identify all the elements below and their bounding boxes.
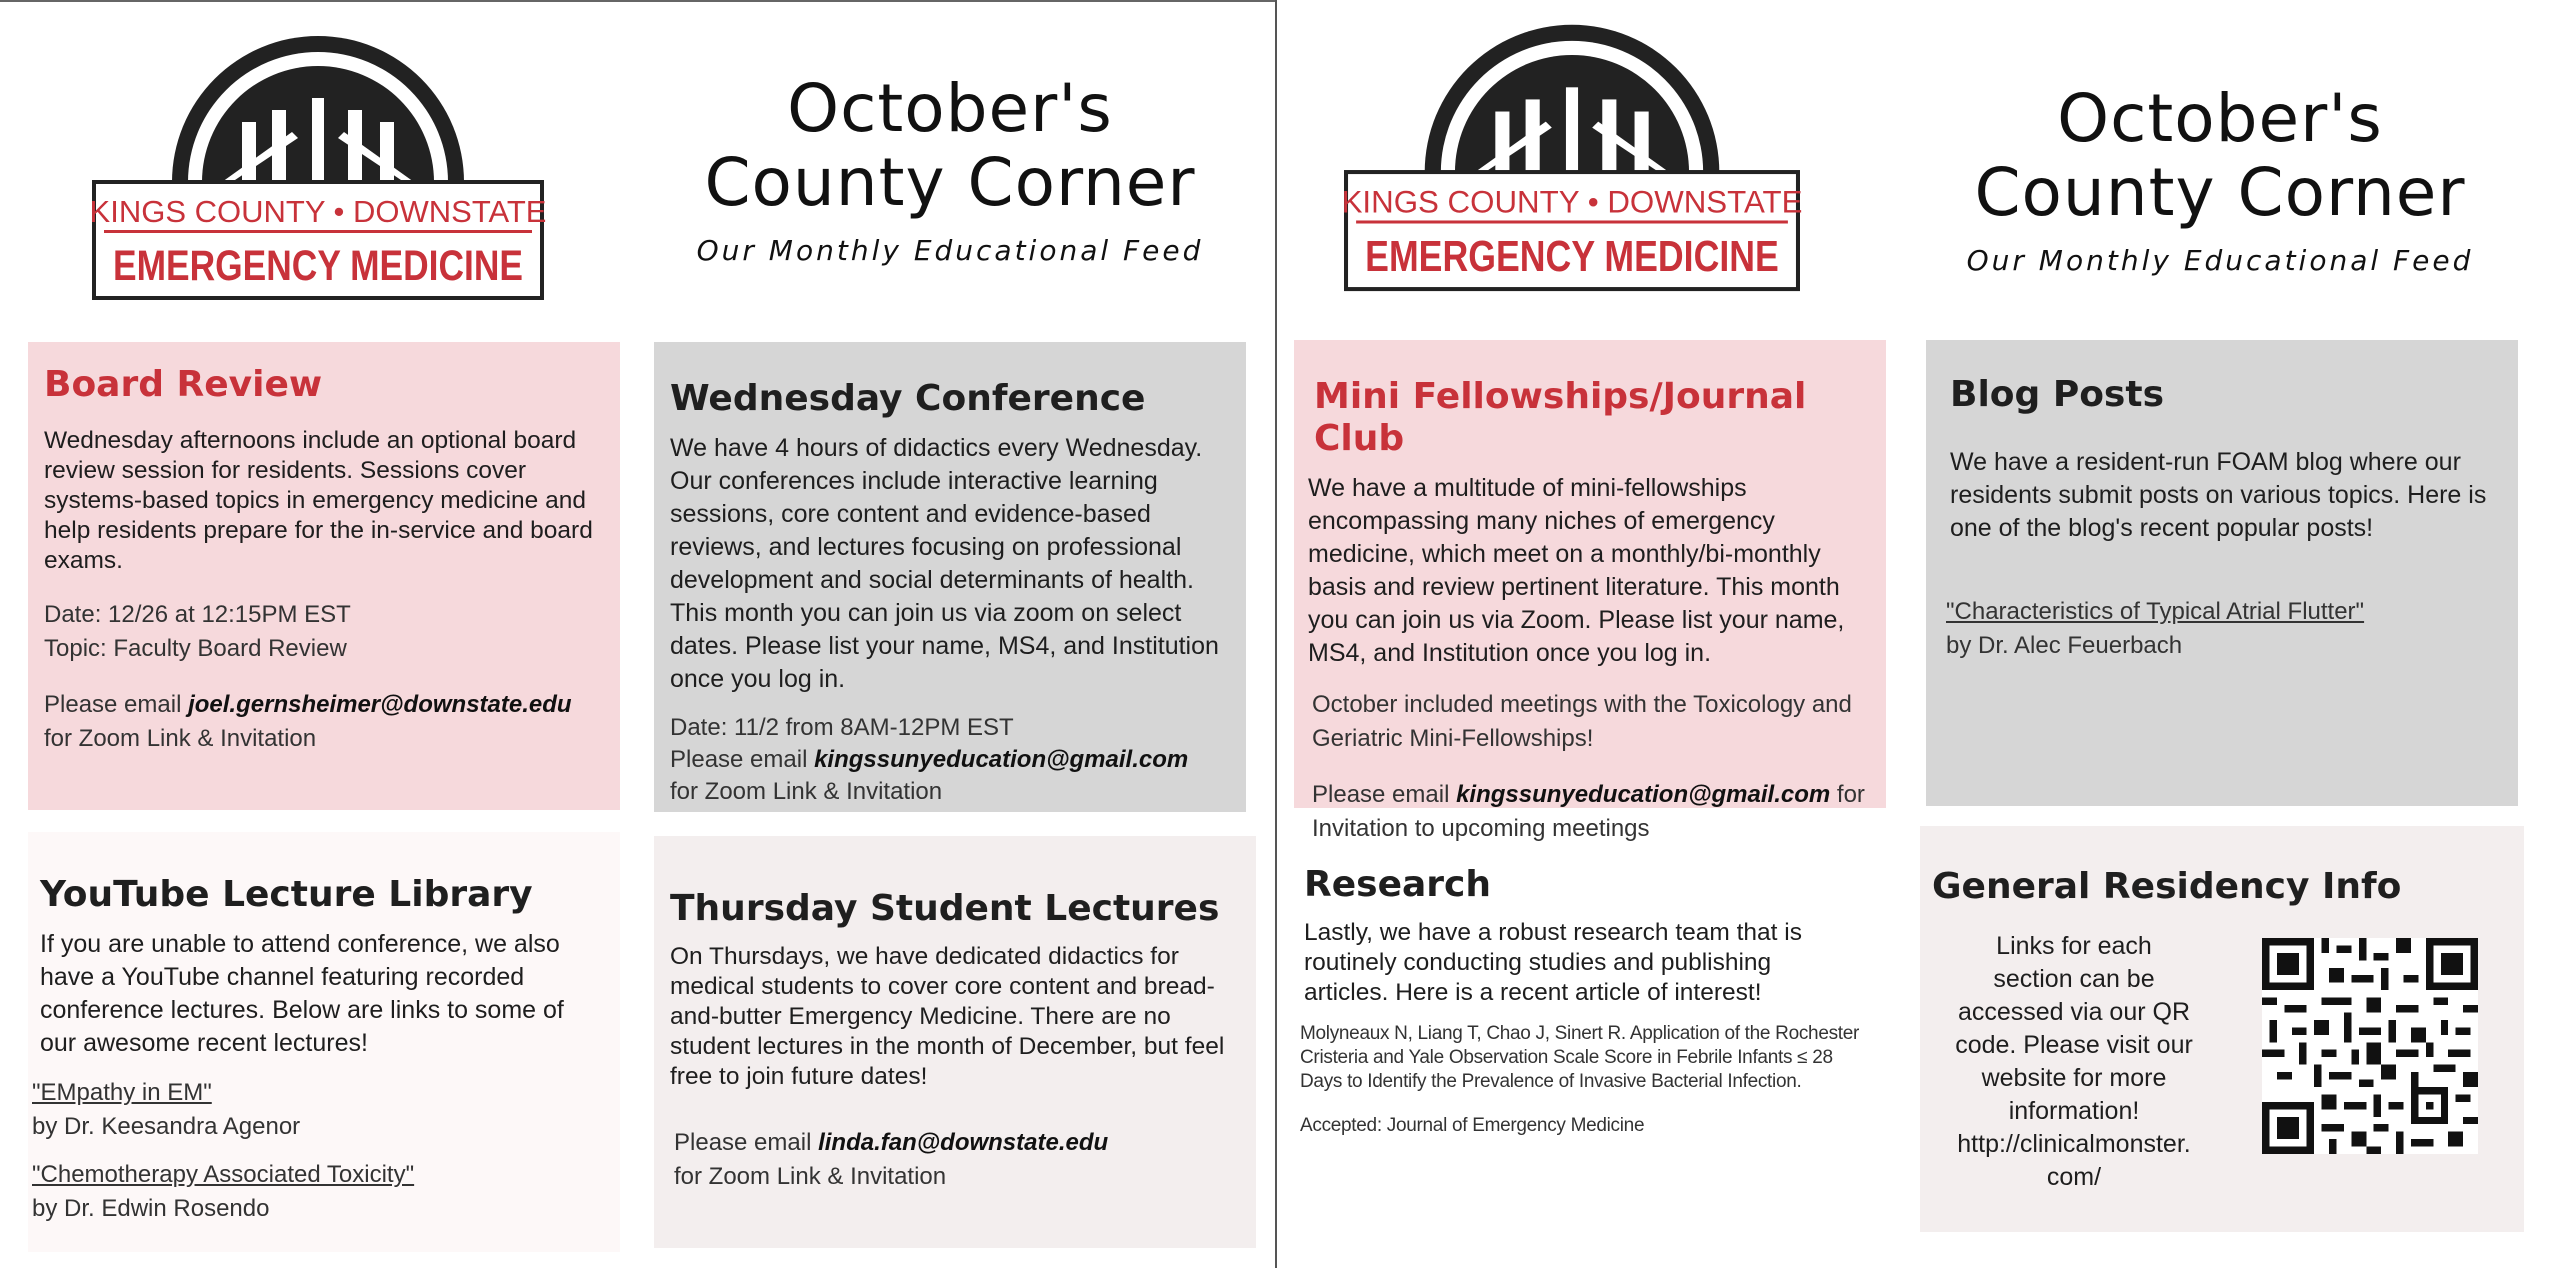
youtube-lecture-link[interactable]: "Chemotherapy Associated Toxicity": [32, 1161, 415, 1188]
email-suffix: for Zoom Link & Invitation: [674, 1163, 947, 1190]
research-citation: Molyneaux N, Liang T, Chao J, Sinert R. Application of the Rochester Cristeria and Yale Observation Scale Score in Febrile Infants ≤ 28 Days to Identify the Prevalence of Invasive Bacterial Infection.: [1300, 1023, 1860, 1092]
blog-post-link[interactable]: "Characteristics of Typical Atrial Flutter": [1946, 598, 2365, 625]
research-card: [1294, 822, 1886, 1262]
board-review-email[interactable]: joel.gernsheimer@downstate.edu: [188, 691, 572, 718]
wednesday-conference-body: We have 4 hours of didactics every Wednesday. Our conferences include interactive learning sessions, core content and evidence-based reviews, and lectures focusing on professional development and social determinants of health. This month you can join us via zoom on select dates. Please list your name, MS4, and Institution once you log in.: [670, 434, 1219, 693]
board-review-title: Board Review: [44, 364, 323, 405]
blog-title: Blog Posts: [1950, 374, 2164, 415]
research-accepted: Accepted: Journal of Emergency Medicine: [1300, 1115, 1645, 1136]
blog-body: We have a resident-run FOAM blog where our residents submit posts on various topics. Here is one of the blog's recent popular posts!: [1950, 448, 2487, 542]
logo-line1: KINGS COUNTY • DOWNSTATE: [1341, 184, 1803, 220]
general-info-title: General Residency Info: [1932, 866, 2402, 907]
page-subtitle: Our Monthly Educational Feed: [1966, 244, 2474, 277]
thursday-card: [654, 836, 1256, 1248]
kings-county-logo: [1341, 40, 1803, 292]
email-suffix: for Invitation to upcoming meetings: [1312, 781, 1865, 842]
email-prefix: Please email: [674, 1129, 819, 1156]
title-line1: October's: [2057, 80, 2383, 157]
blog-card: [1926, 340, 2518, 806]
general-info-body: Links for each section can be accessed via our QR code. Please visit our website for more information! http://clinicalmonster.com/: [1955, 932, 2193, 1191]
title-line1: October's: [787, 70, 1113, 147]
mini-fellowships-note: October included meetings with the Toxicology and Geriatric Mini-Fellowships!: [1312, 691, 1852, 752]
blog-post-author: by Dr. Alec Feuerbach: [1946, 632, 2183, 659]
title-line2: County Corner: [704, 144, 1196, 221]
wednesday-conference-date: Date: 11/2 from 8AM-12PM EST: [670, 714, 1014, 741]
youtube-lecture-author: by Dr. Keesandra Agenor: [32, 1113, 301, 1140]
kings-county-logo: [89, 52, 547, 300]
page-subtitle: Our Monthly Educational Feed: [696, 234, 1204, 267]
general-info-card: [1920, 826, 2524, 1232]
thursday-title: Thursday Student Lectures: [670, 888, 1220, 929]
mini-fellowships-title: Mini Fellowships/Journal Club: [1314, 376, 1807, 459]
research-title: Research: [1304, 864, 1491, 905]
page-title: [1960, 82, 2480, 277]
email-prefix: Please email: [670, 746, 815, 773]
mini-fellowships-email[interactable]: kingssunyeducation@gmail.com: [1456, 781, 1831, 808]
top-border: [0, 0, 1276, 2]
youtube-lecture-link[interactable]: "EMpathy in EM": [32, 1079, 212, 1106]
email-suffix: for Zoom Link & Invitation: [44, 725, 317, 752]
email-prefix: Please email: [1312, 781, 1457, 808]
board-review-card: [28, 342, 620, 810]
youtube-body: If you are unable to attend conference, we also have a YouTube channel featuring recorded conference lectures. Below are links to some of our awesome recent lectures!: [40, 930, 564, 1057]
wednesday-conference-email[interactable]: kingssunyeducation@gmail.com: [814, 746, 1189, 773]
page-title: [690, 72, 1210, 267]
email-suffix: for Zoom Link & Invitation: [670, 778, 943, 805]
research-body: Lastly, we have a robust research team that is routinely conducting studies and publishing articles. Here is a recent article of interest!: [1304, 919, 1802, 1006]
youtube-card: [28, 832, 620, 1252]
title-line2: County Corner: [1974, 154, 2466, 231]
mini-fellowships-card: [1294, 340, 1886, 842]
board-review-body: Wednesday afternoons include an optional board review session for residents. Sessions cover systems-based topics in emergency medicine and help residents prepare for the in-service and board exams.: [44, 427, 593, 574]
logo-line2: EMERGENCY MEDICINE: [1365, 232, 1779, 281]
logo-line2: EMERGENCY MEDICINE: [113, 242, 523, 290]
qr-code-icon[interactable]: [2262, 938, 2478, 1158]
wednesday-conference-title: Wednesday Conference: [670, 378, 1146, 419]
board-review-topic: Topic: Faculty Board Review: [44, 635, 347, 662]
youtube-lecture-author: by Dr. Edwin Rosendo: [32, 1195, 270, 1222]
logo-line1: KINGS COUNTY • DOWNSTATE: [89, 194, 547, 229]
board-review-date: Date: 12/26 at 12:15PM EST: [44, 601, 351, 628]
email-prefix: Please email: [44, 691, 189, 718]
page-divider: [1275, 0, 1277, 1268]
wednesday-conference-card: [654, 342, 1246, 812]
mini-fellowships-body: We have a multitude of mini-fellowships encompassing many niches of emergency medicine, which meet on a monthly/bi-monthly basis and review pertinent literature. This month you can join us via Zoom. Please list your name, MS4, and Institution once you log in.: [1308, 474, 1845, 667]
thursday-email[interactable]: linda.fan@downstate.edu: [818, 1129, 1109, 1156]
thursday-body: On Thursdays, we have dedicated didactics for medical students to cover core content and bread-and-butter Emergency Medicine. There are no student lectures in the month of December, but feel free to join future dates!: [670, 943, 1225, 1090]
youtube-title: YouTube Lecture Library: [40, 874, 533, 915]
